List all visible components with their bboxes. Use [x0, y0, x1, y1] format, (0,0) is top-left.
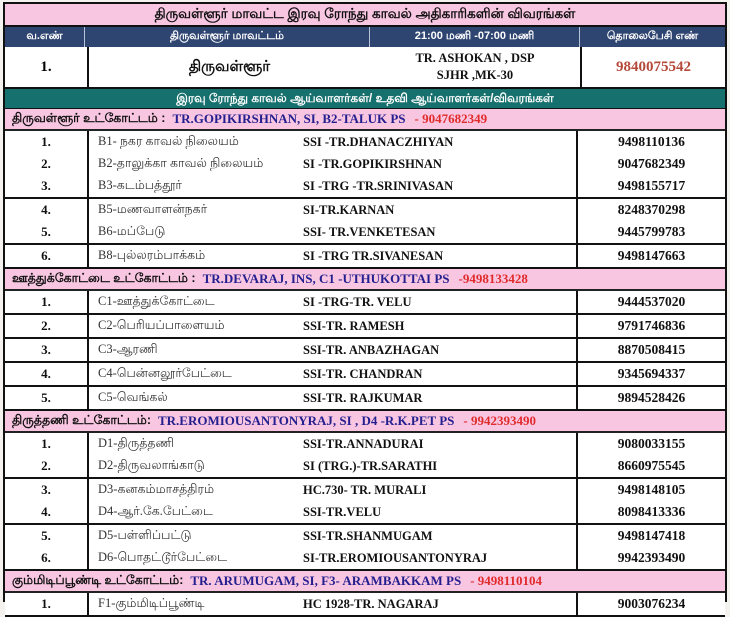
station-cell: B6-மப்பேடு	[98, 224, 166, 238]
subtitle-bar: இரவு ரோந்து காவல் ஆய்வாளர்கள்/ உதவி ஆய்வாளர்கள்/விவரங்கள்	[5, 89, 725, 109]
section-title-tamil: திருத்தணி உட்கோட்டம்:	[12, 413, 151, 427]
serial-cell: 3.	[5, 479, 89, 501]
table-row	[5, 455, 725, 477]
section-officer-name: TR.DEVARAJ, INS, C1 -UTHUKOTTAI PS	[202, 271, 450, 286]
serial-cell: 4.	[5, 363, 89, 385]
page-title: திருவள்ளூர் மாவட்ட இரவு ரோந்து காவல் அதிகாரிகளின் விவரங்கள்	[5, 4, 725, 27]
row-group	[5, 315, 725, 339]
station-cell: F1-கும்மிடிப்பூண்டி	[98, 596, 205, 610]
officer-cell: SSI -TR.DHANACZHIYAN	[303, 134, 454, 149]
phone-cell: 8870508415	[576, 339, 725, 361]
section-officer-name: TR.GOPIKIRSHNAN, SI, B2-TALUK PS	[172, 111, 406, 126]
officer-cell	[370, 47, 580, 87]
officer-cell: HC.730- TR. MURALI	[303, 482, 427, 497]
serial-cell: 5.	[5, 525, 89, 547]
column-header-phone: தொலைபேசி எண்	[606, 30, 699, 42]
station-cell: C2-பெரியப்பாளையம்	[98, 318, 225, 332]
phone-cell: 8248370298	[576, 199, 725, 221]
table-row	[5, 479, 725, 501]
column-header-serial: வ.எண்	[5, 27, 85, 47]
section-title-tamil: திருவள்ளூர் உட்கோட்டம் :	[12, 111, 166, 125]
phone-cell: 9080033155	[576, 433, 725, 455]
district-cell: திருவள்ளூர்	[188, 57, 271, 75]
station-cell: C4-பென்னலூர்பேட்டை	[98, 366, 232, 380]
table-row	[5, 339, 725, 361]
station-cell: D6-பொதட்டூர்பேட்டை	[98, 550, 228, 564]
station-cell: C5-வெங்கல்	[98, 390, 168, 404]
table-row	[5, 433, 725, 455]
officer-cell: SSI-TR.ANNADURAI	[303, 436, 424, 451]
officer-cell: HC 1928-TR. NAGARAJ	[303, 596, 439, 611]
table-row	[5, 199, 725, 221]
row-group	[5, 433, 725, 479]
serial-cell: 1.	[5, 47, 89, 87]
station-cell: D3-கனகம்மாசத்திரம்	[98, 482, 215, 496]
serial-cell: 1.	[5, 433, 89, 455]
officer-cell: SI -TRG TR.SIVANESAN	[303, 248, 444, 263]
officer-cell: SI -TRG -TR.SRINIVASAN	[303, 178, 454, 193]
phone-cell: 8660975545	[576, 455, 725, 477]
section-phone-number: - 9942393490	[463, 413, 536, 428]
station-cell: B2-தாலுக்கா காவல் நிலையம்	[98, 156, 264, 170]
officer-cell: SSI- TR.VENKETESAN	[303, 224, 436, 239]
phone-cell: 9894528426	[576, 387, 725, 409]
station-cell: D4-ஆர்.கே.பேட்டை	[98, 504, 213, 518]
serial-cell: 2.	[5, 315, 89, 337]
section-header	[5, 269, 725, 291]
table-row	[5, 501, 725, 523]
row-group	[5, 525, 725, 571]
section-header	[5, 411, 725, 433]
dsp-officer-row	[5, 47, 725, 89]
serial-cell: 2.	[5, 153, 89, 175]
station-cell: B8-புல்லரம்பாக்கம்	[98, 248, 206, 262]
officer-unit-line: SJHR ,MK-30	[436, 68, 514, 82]
serial-cell: 3.	[5, 175, 89, 197]
serial-cell: 1.	[5, 291, 89, 313]
row-group	[5, 131, 725, 199]
officer-cell: SSI-TR. RAMESH	[303, 318, 405, 333]
section-header	[5, 571, 725, 593]
officer-name-line: TR. ASHOKAN , DSP	[415, 51, 535, 66]
officer-cell: SI-TR.KARNAN	[303, 202, 395, 217]
phone-cell: 9840075542	[580, 47, 725, 87]
row-group	[5, 291, 725, 315]
station-cell: D1-திருத்தணி	[98, 436, 175, 450]
serial-cell: 1.	[5, 593, 89, 615]
station-cell: B3-கடம்பத்தூர்	[98, 178, 182, 192]
row-group	[5, 339, 725, 363]
column-header-district: திருவள்ளூர் மாவட்டம்	[85, 27, 370, 47]
section-officer-name: TR. ARUMUGAM, SI, F3- ARAMBAKKAM PS	[190, 573, 462, 588]
row-group	[5, 363, 725, 387]
phone-cell: 9445799783	[576, 221, 725, 243]
serial-cell: 5.	[5, 221, 89, 243]
phone-cell: 9047682349	[576, 153, 725, 175]
officer-cell: SI (TRG.)-TR.SARATHI	[303, 458, 438, 473]
serial-cell: 6.	[5, 245, 89, 267]
phone-cell: 9498148105	[576, 479, 725, 501]
phone-cell: 9444537020	[576, 291, 725, 313]
phone-cell: 9498147418	[576, 525, 725, 547]
phone-cell: 9498147663	[576, 245, 725, 267]
serial-cell: 6.	[5, 547, 89, 569]
serial-cell: 2.	[5, 455, 89, 477]
table-row	[5, 221, 725, 243]
station-cell: C1-ஊத்துக்கோட்டை	[98, 294, 215, 308]
row-group	[5, 593, 725, 617]
section-phone-number: -9498133428	[458, 271, 528, 286]
table-row	[5, 291, 725, 313]
station-cell: C3-ஆரணி	[98, 342, 158, 356]
officer-cell: SI-TR.EROMIOUSANTONYRAJ	[303, 550, 488, 565]
row-group	[5, 245, 725, 269]
table-row	[5, 245, 725, 267]
officer-cell: SSI-TR.SHANMUGAM	[303, 528, 433, 543]
serial-cell: 1.	[5, 131, 89, 153]
serial-cell: 5.	[5, 387, 89, 409]
row-group	[5, 479, 725, 525]
table-column-headers	[5, 27, 725, 47]
station-cell: B5-மணவாளன்நகர்	[98, 202, 208, 216]
section-title-tamil: கும்மிடிப்பூண்டி உட்கோட்டம்:	[12, 573, 184, 587]
serial-cell: 3.	[5, 339, 89, 361]
phone-cell: 9345694337	[576, 363, 725, 385]
phone-cell: 9791746836	[576, 315, 725, 337]
phone-cell: 9003076234	[576, 593, 725, 615]
serial-cell: 4.	[5, 501, 89, 523]
section-phone-number: - 9498110104	[470, 573, 543, 588]
phone-cell: 9498110136	[576, 131, 725, 153]
officer-cell: SSI-TR.VELU	[303, 504, 382, 519]
table-row	[5, 593, 725, 615]
table-row	[5, 315, 725, 337]
station-cell: D5-பள்ளிப்பட்டு	[98, 528, 192, 542]
table-row	[5, 153, 725, 175]
phone-cell: 8098413336	[576, 501, 725, 523]
row-group	[5, 387, 725, 411]
station-cell: B1- நகர காவல் நிலையம்	[98, 134, 239, 148]
column-header-time: 21:00 மணி -07:00 மணி	[370, 27, 580, 47]
table-row	[5, 547, 725, 569]
phone-cell: 9942393490	[576, 547, 725, 569]
officer-cell: SSI-TR. ANBAZHAGAN	[303, 342, 440, 357]
section-header	[5, 109, 725, 131]
table-row	[5, 387, 725, 409]
section-phone-number: - 9047682349	[414, 111, 488, 126]
table-row	[5, 131, 725, 153]
section-title-tamil: ஊத்துக்கோட்டை உட்கோட்டம் :	[12, 271, 196, 285]
table-row	[5, 175, 725, 197]
station-cell: D2-திருவலாங்காடு	[98, 458, 205, 472]
phone-cell: 9498155717	[576, 175, 725, 197]
row-group	[5, 199, 725, 245]
serial-cell: 4.	[5, 199, 89, 221]
officer-cell: SSI-TR. RAJKUMAR	[303, 390, 423, 405]
officer-cell: SI -TR.GOPIKIRSHNAN	[303, 156, 442, 171]
section-officer-name: TR.EROMIOUSANTONYRAJ, SI , D4 -R.K.PET PS	[157, 413, 455, 428]
table-row	[5, 525, 725, 547]
officer-cell: SSI-TR. CHANDRAN	[303, 366, 423, 381]
sections-container	[5, 109, 725, 617]
district-night-patrol-table	[3, 2, 727, 611]
officer-cell: SI -TRG-TR. VELU	[303, 294, 412, 309]
table-row	[5, 363, 725, 385]
